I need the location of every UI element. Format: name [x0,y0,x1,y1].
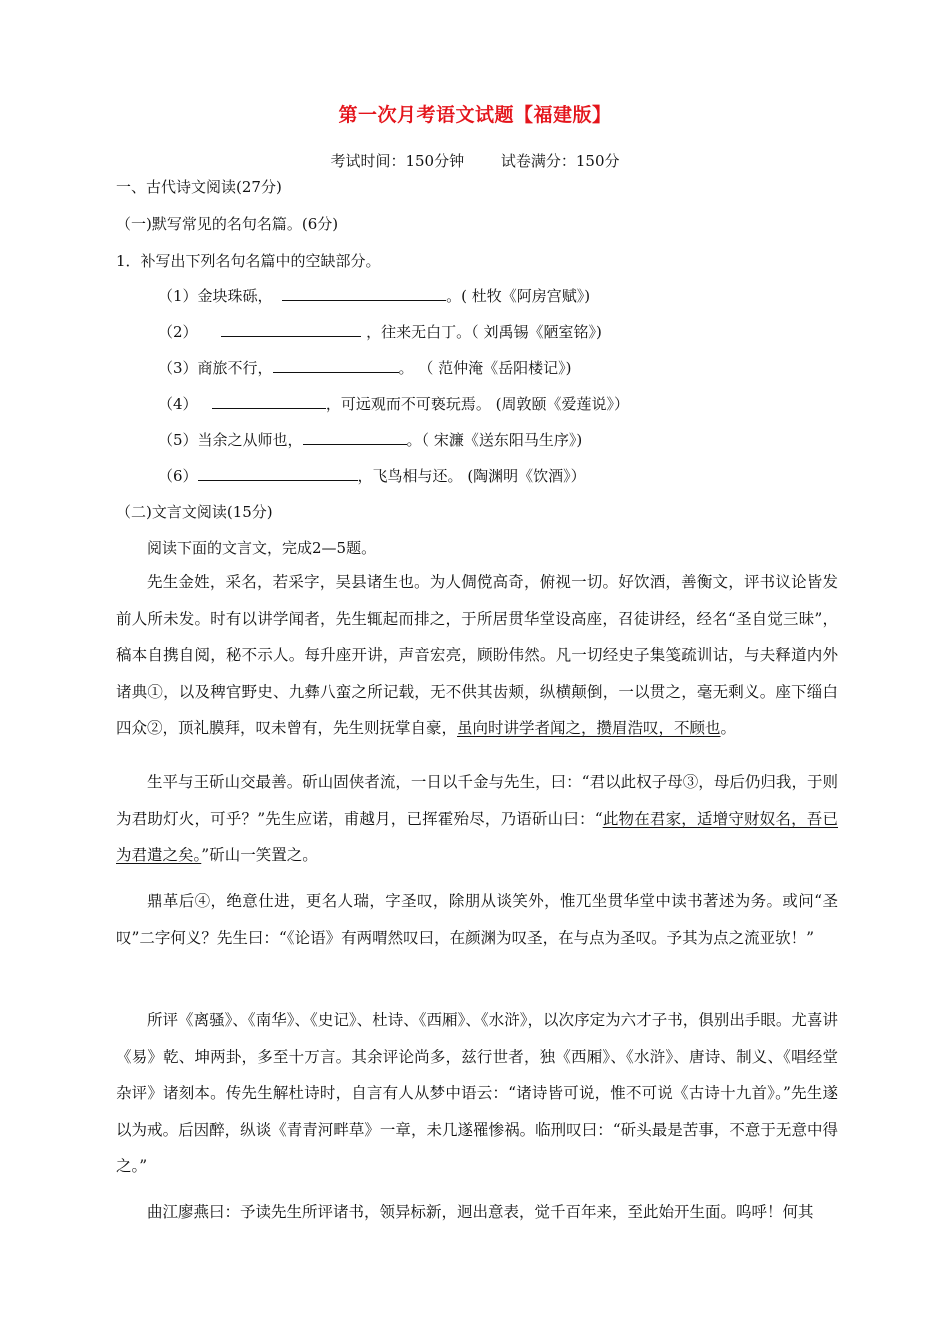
fill-item: （3）商旅不行， 。 （ 范仲淹《岳阳楼记》) [158,359,572,377]
answer-blank[interactable] [273,358,399,373]
passage-paragraph: 鼎革后④，绝意仕进，更名人瑞，字圣叹，除朋从谈笑外，惟兀坐贯华堂中读书著述为务。或问“圣叹”二字何义？先生曰：“《论语》有两喟然叹曰，在颜渊为叹圣，在与点为圣叹。予其为点之流亚欤！” [116,892,838,947]
fill-item: （5）当余之从师也， 。（ 宋濂《送东阳马生序》) [158,431,583,449]
underlined-sentence: 虽向时讲学者闻之，攒眉浩叹，不顾也 [457,719,721,737]
answer-blank[interactable] [212,394,326,409]
fill-item: （2） ，往来无白丁。（ 刘禹锡《陋室铭》) [158,323,602,341]
exam-info [0,150,950,171]
answer-blank[interactable] [221,322,361,337]
exam-time: 考试时间：150分钟 [330,152,465,170]
fill-item: （4） ，可远观而不可亵玩焉。 (周敦颐《爱莲说》） [158,395,629,413]
question-1: 1．补写出下列名句名篇中的空缺部分。 [116,252,381,270]
fill-item: （6） ，飞鸟相与还。 (陶渊明《饮酒》） [158,467,586,485]
page-title: 第一次月考语文试题【福建版】 [338,104,612,126]
reading-instruction: 阅读下面的文言文，完成2—5题。 [147,539,377,557]
passage-paragraph: 所评《离骚》、《南华》、《史记》、杜诗、《西厢》、《水浒》，以次序定为六才子书，俱别出手眼。尤喜讲《易》乾、坤两卦，多至十万言。其余评论尚多，兹行世者，独《西厢》、《水浒》、唐诗、制义、《唱经堂杂评》诸刻本。传先生解杜诗时，自言有人从梦中语云：“诸诗皆可说，惟不可说《古诗十九首》。”先生遂以为戒。后因醉，纵谈《青青河畔草》一章，未几遂罹惨祸。临刑叹曰：“斫头最是苦事，不意于无意中得之。” [116,1011,838,1175]
subsection-heading: （一)默写常见的名句名篇。(6分) [116,215,339,233]
full-score: 试卷满分：150分 [500,152,620,170]
passage-paragraph: 曲江廖燕曰：予读先生所评诸书，领异标新，迥出意表，觉千百年来，至此始开生面。呜呼！何其 [147,1203,814,1221]
passage-paragraph: 先生金姓，采名，若采字，吴县诸生也。为人倜傥高奇，俯视一切。好饮酒，善衡文，评书议论皆发前人所未发。时有以讲学闻者，先生辄起而排之，于所居贯华堂设高座，召徒讲经，经名“圣自觉三昧”，稿本自携自阅，秘不示人。每升座开讲，声音宏亮，顾盼伟然。凡一切经史子集笺疏训诂，与夫释道内外诸典①，以及稗官野史、九彝八蛮之所记载，无不供其齿颊，纵横颠倒，一以贯之，毫无剩义。座下缁白四众②，顶礼膜拜，叹未曾有，先生则抚掌自豪，虽向时讲学者闻之，攒眉浩叹，不顾也。 [116,573,838,737]
subsection-heading: （二)文言文阅读(15分) [116,503,273,521]
answer-blank[interactable] [198,466,358,481]
passage-paragraph: 生平与王斫山交最善。斫山固侠者流，一日以千金与先生，曰：“君以此权子母③，母后仍归我，于则为君助灯火，可乎？”先生应诺，甫越月，已挥霍殆尽，乃语斫山曰：“此物在君家，适增守财奴名，吾已为君遣之矣。”斫山一笑置之。 [116,773,838,864]
underlined-sentence: 此物在君家，适增守财奴名，吾已为君遣之矣。 [116,809,838,864]
fill-item: （1）金块珠砾， 。( 杜牧《阿房宫赋》) [158,287,591,305]
section-heading: 一、古代诗文阅读(27分) [116,178,282,196]
answer-blank[interactable] [282,286,446,301]
answer-blank[interactable] [303,430,407,445]
